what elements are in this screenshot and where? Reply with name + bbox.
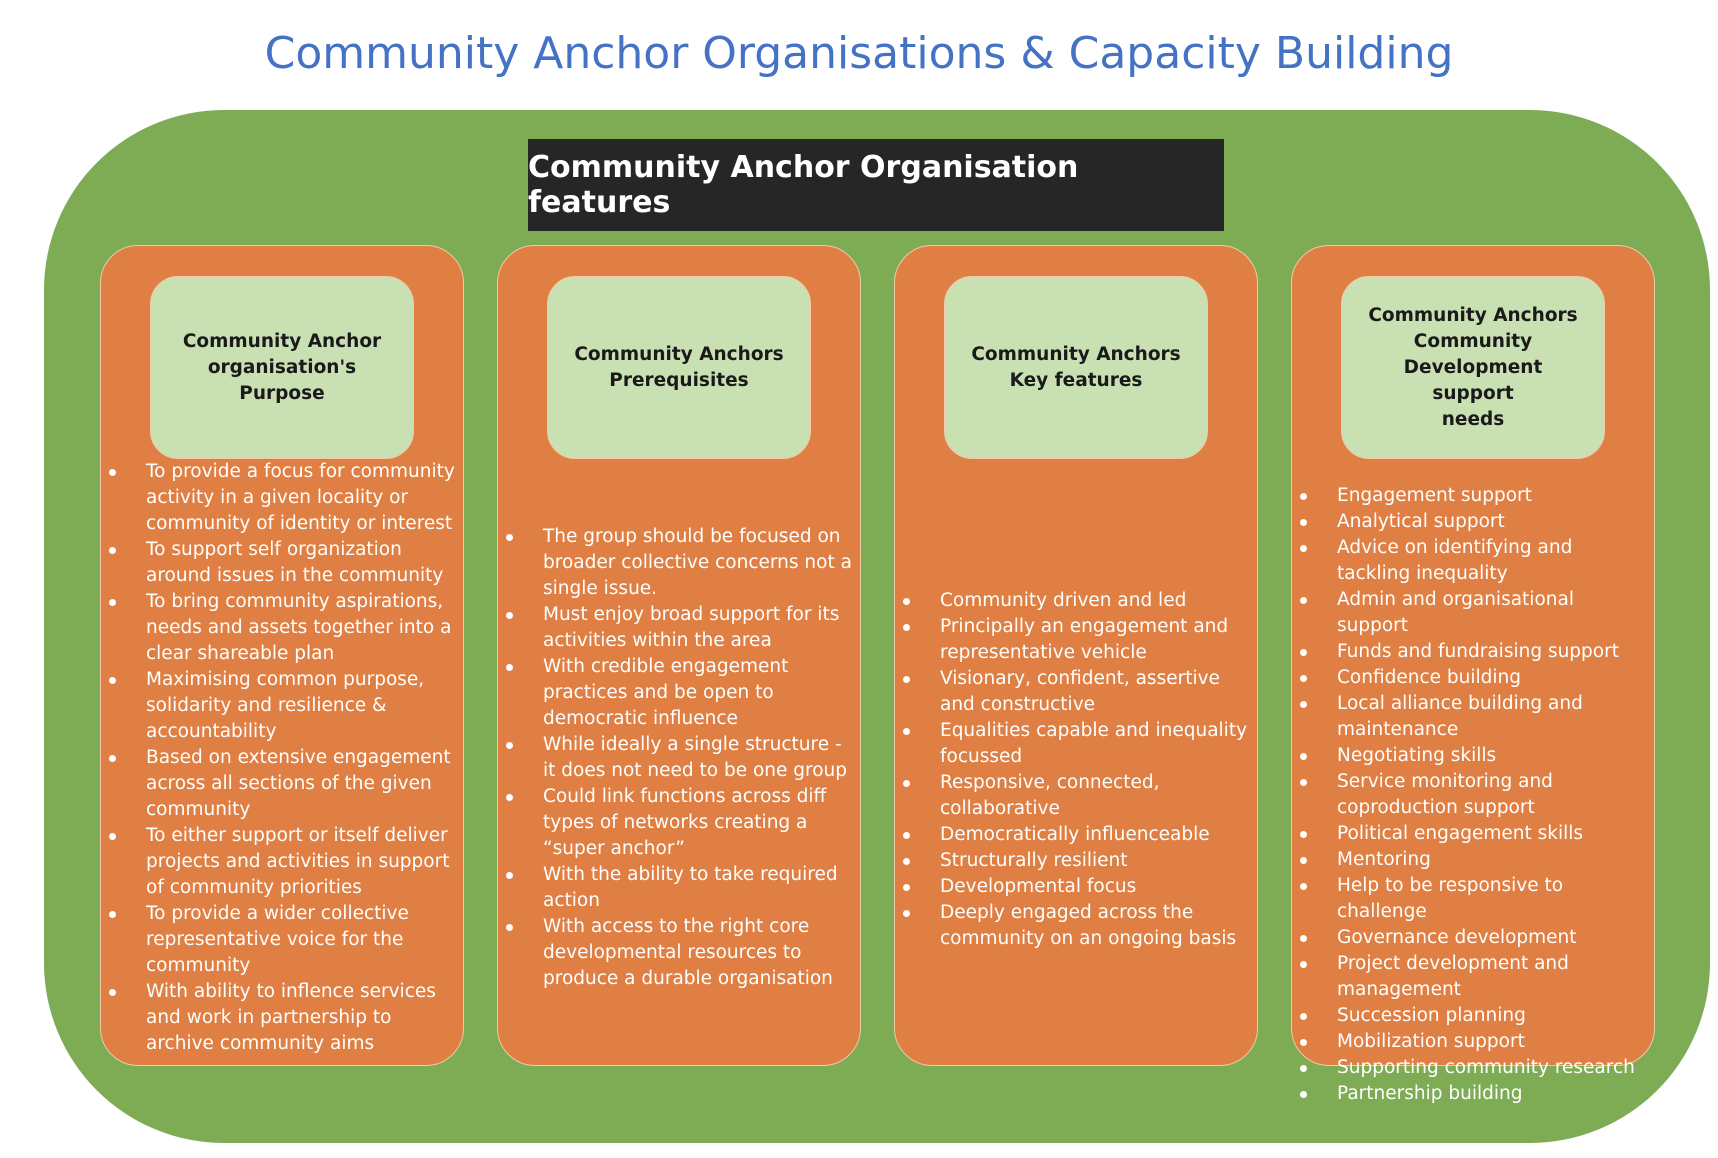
list-item: To either support or itself deliver projects and activities in support of community priorities	[101, 823, 463, 901]
list-item: Based on extensive engagement across all sections of the given community	[101, 745, 463, 823]
list-item: Responsive, connected, collaborative	[895, 770, 1257, 822]
list-item: Confidence building	[1292, 665, 1654, 691]
list-item: Advice on identifying and tackling inequality	[1292, 535, 1654, 587]
list-item: Political engagement skills	[1292, 821, 1654, 847]
list-item: Principally an engagement and representative vehicle	[895, 614, 1257, 666]
list-item: To support self organization around issues in the community	[101, 537, 463, 589]
list-item: Mentoring	[1292, 847, 1654, 873]
list-item: Analytical support	[1292, 509, 1654, 535]
list-item: Partnership building	[1292, 1081, 1654, 1107]
page-title: Community Anchor Organisations & Capacity Building	[264, 28, 1454, 79]
bullet-list	[101, 459, 463, 1057]
list-item: The group should be focused on broader collective concerns not a single issue.	[498, 524, 860, 602]
list-item: Mobilization support	[1292, 1029, 1654, 1055]
list-item: Democratically influenceable	[895, 822, 1257, 848]
list-item: Project development and management	[1292, 951, 1654, 1003]
list-item: To provide a focus for community activity in a given locality or community of identity or interest	[101, 459, 463, 537]
column-heading: Community Anchors Prerequisites	[547, 276, 811, 459]
list-item: Negotiating skills	[1292, 743, 1654, 769]
list-item: Community driven and led	[895, 588, 1257, 614]
column-key-features	[894, 245, 1258, 1066]
list-item: Supporting community research	[1292, 1055, 1654, 1081]
list-item: Must enjoy broad support for its activities within the area	[498, 602, 860, 654]
list-item: Service monitoring and coproduction support	[1292, 769, 1654, 821]
list-item: To bring community aspirations, needs and assets together into a clear shareable plan	[101, 589, 463, 667]
list-item: While ideally a single structure - it does not need to be one group	[498, 732, 860, 784]
bullet-list	[1292, 483, 1654, 1107]
list-item: Maximising common purpose, solidarity and resilience & accountability	[101, 667, 463, 745]
bullet-list	[498, 524, 860, 992]
list-item: To provide a wider collective representative voice for the community	[101, 901, 463, 979]
features-header: Community Anchor Organisation features	[528, 139, 1224, 231]
list-item: Funds and fundraising support	[1292, 639, 1654, 665]
list-item: Equalities capable and inequality focussed	[895, 718, 1257, 770]
list-item: Developmental focus	[895, 874, 1257, 900]
list-item: Governance development	[1292, 925, 1654, 951]
column-heading: Community Anchor organisation's Purpose	[150, 276, 414, 459]
list-item: With credible engagement practices and be open to democratic influence	[498, 654, 860, 732]
list-item: With the ability to take required action	[498, 862, 860, 914]
list-item: With access to the right core developmental resources to produce a durable organisation	[498, 914, 860, 992]
list-item: Could link functions across diff types of networks creating a “super anchor”	[498, 784, 860, 862]
list-item: Local alliance building and maintenance	[1292, 691, 1654, 743]
column-prerequisites	[497, 245, 861, 1066]
column-purpose	[100, 245, 464, 1066]
list-item: Structurally resilient	[895, 848, 1257, 874]
column-heading: Community Anchors Community Development support needs	[1341, 276, 1605, 459]
column-support-needs	[1291, 245, 1655, 1104]
list-item: Visionary, confident, assertive and constructive	[895, 666, 1257, 718]
list-item: Succession planning	[1292, 1003, 1654, 1029]
list-item: Engagement support	[1292, 483, 1654, 509]
list-item: With ability to inflence services and work in partnership to archive community aims	[101, 979, 463, 1057]
list-item: Admin and organisational support	[1292, 587, 1654, 639]
column-heading: Community Anchors Key features	[944, 276, 1208, 459]
list-item: Deeply engaged across the community on an ongoing basis	[895, 900, 1257, 952]
list-item: Help to be responsive to challenge	[1292, 873, 1654, 925]
bullet-list	[895, 588, 1257, 952]
